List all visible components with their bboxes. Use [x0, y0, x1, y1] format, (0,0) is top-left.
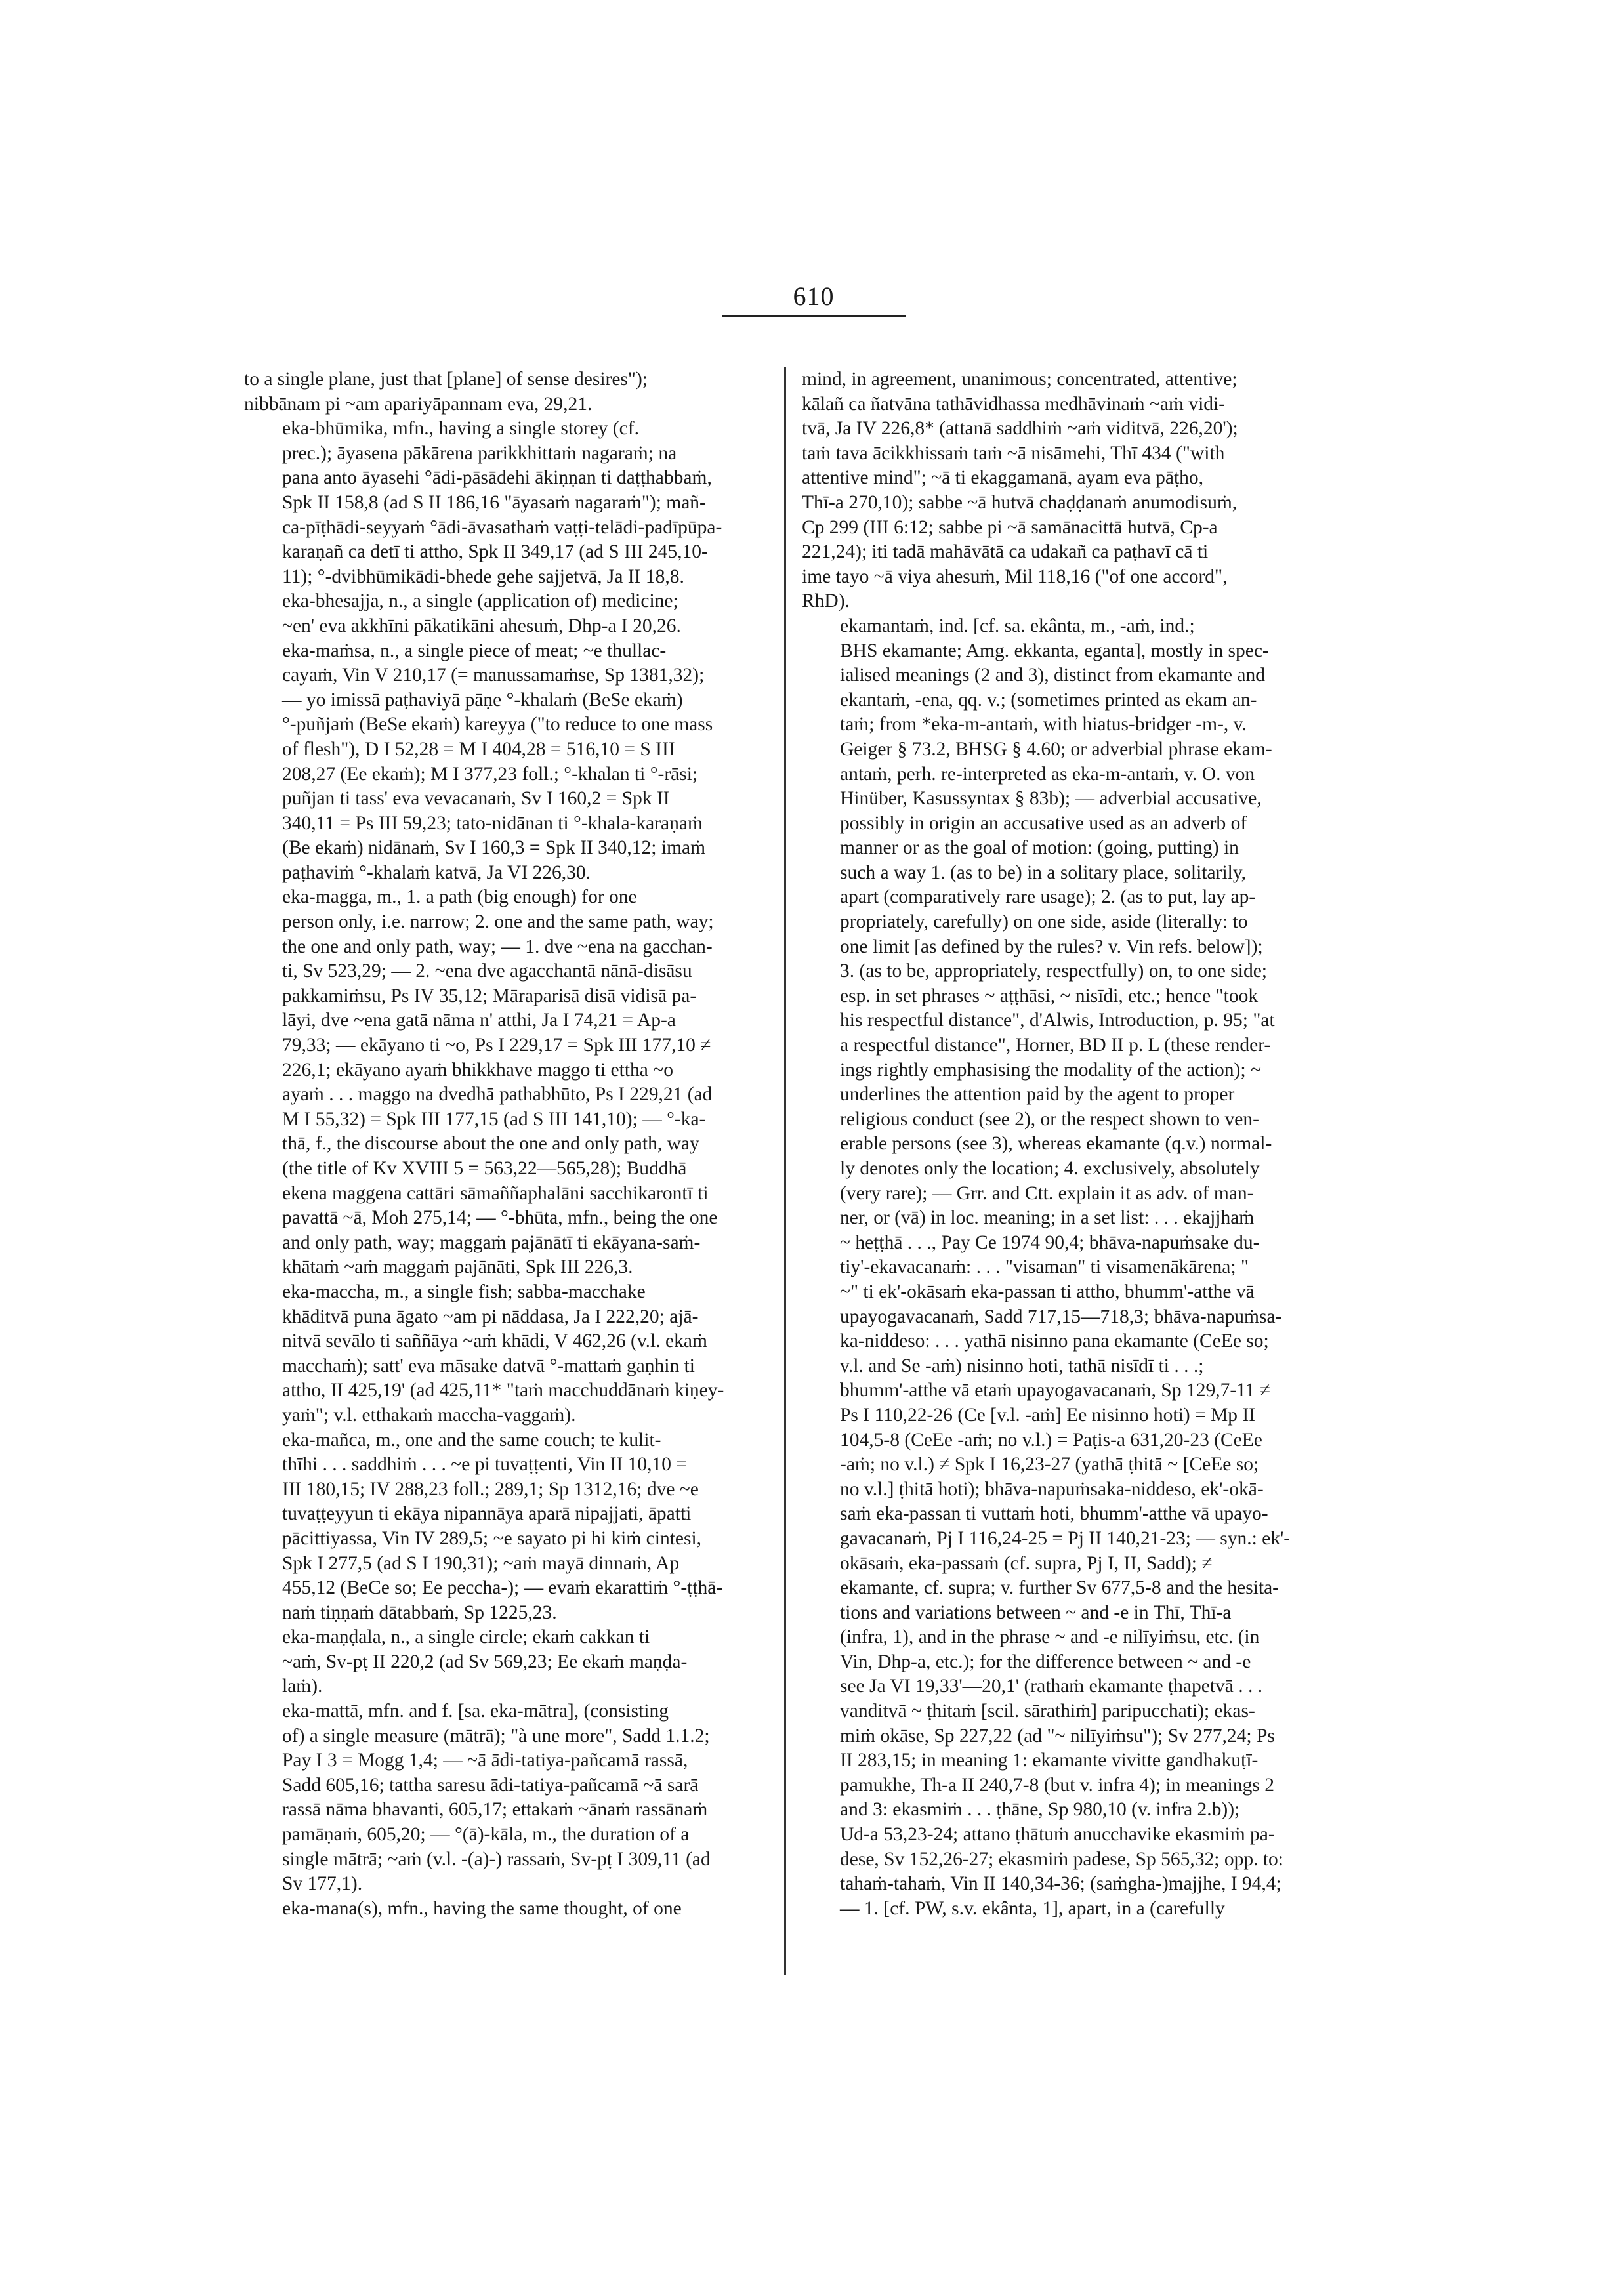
- entry-line: M I 55,32) = Spk III 177,15 (ad S III 141,10); — °-ka-: [282, 1108, 706, 1130]
- entry-line: ~aṁ, Sv-pṭ II 220,2 (ad Sv 569,23; Ee ekaṁ maṇḍa-: [282, 1651, 688, 1672]
- entry-line: 340,11 = Ps III 59,23; tato-nidānan ti °-khala-karaṇaṁ: [282, 812, 703, 834]
- entry-line: one limit [as defined by the rules? v. Vin refs. below]);: [840, 936, 1263, 957]
- entry-line: the one and only path, way; — 1. dve ~ena na gacchan-: [282, 936, 713, 957]
- entry-line: tiy'-ekavacanaṁ: . . . "visaman" ti visamenākārena; ": [840, 1256, 1249, 1278]
- entry-line: 3. (as to be, appropriately, respectfully) on, to one side;: [840, 961, 1267, 982]
- entry-line: miṁ okāse, Sp 227,22 (ad "~ nilīyiṁsu"); Sv 277,24; Ps: [840, 1725, 1275, 1747]
- entry-line: pācittiyassa, Vin IV 289,5; ~e sayato pi hi kiṁ cintesi,: [282, 1527, 702, 1549]
- entry-line: to a single plane, just that [plane] of sense desires");: [244, 369, 648, 390]
- entry-line: pavattā ~ā, Moh 275,14; — °-bhūta, mfn., being the one: [282, 1207, 718, 1229]
- entry-line: cayaṁ, Vin V 210,17 (= manussamaṁse, Sp 1381,32);: [282, 665, 705, 686]
- entry-line: Thī-a 270,10); sabbe ~ā hutvā chaḍḍanaṁ anumodisuṁ,: [802, 491, 1238, 513]
- entry-line: taṁ; from *eka-m-antaṁ, with hiatus-bridger -m-, v.: [840, 714, 1247, 735]
- entry-line: see Ja VI 19,33'—20,1' (rathaṁ ekamante ṭhapetvā . . .: [840, 1676, 1263, 1697]
- entry-line: prec.); āyasena pākārena parikkhittaṁ nagaraṁ; na: [282, 442, 677, 464]
- entry-line: paṭhaviṁ °-khalaṁ katvā, Ja VI 226,30.: [282, 861, 591, 883]
- entry-line: eka-maṇḍala, n., a single circle; ekaṁ cakkan ti: [282, 1626, 650, 1648]
- entry-line: ca-pīṭhādi-seyyaṁ °ādi-āvasathaṁ vaṭṭi-telādi-padīpūpa-: [282, 516, 722, 538]
- entry-line: BHS ekamante; Amg. ekkanta, eganta], mostly in spec-: [840, 640, 1269, 661]
- right-column: [802, 367, 1458, 1921]
- entry-line: manner or as the goal of motion: (going, putting) in: [840, 837, 1239, 859]
- entry-line: karaṇañ ca detī ti attho, Spk II 349,17 (ad S III 245,10-: [282, 541, 708, 563]
- entry-line: Sadd 605,16; tattha saresu ādi-tatiya-pañcamā ~ā sarā: [282, 1774, 699, 1796]
- entry-line: vanditvā ~ ṭhitaṁ [scil. sārathiṁ] paripucchati); ekas-: [840, 1701, 1255, 1722]
- entry-line: °-puñjaṁ (BeSe ekaṁ) kareyya ("to reduce to one mass: [282, 714, 713, 735]
- entry-line: propriately, carefully) on one side, aside (literally: to: [840, 911, 1248, 933]
- entry-line: eka-maccha, m., a single fish; sabba-macchake: [282, 1281, 646, 1302]
- entry-line: dese, Sv 152,26-27; ekasmiṁ padese, Sp 565,32; opp. to:: [840, 1848, 1283, 1870]
- entry-line: ka-niddeso: . . . yathā nisinno pana ekamante (CeEe so;: [840, 1331, 1269, 1352]
- entry-line: mind, in agreement, unanimous; concentrated, attentive;: [802, 369, 1238, 390]
- entry-line: eka-maṁsa, n., a single piece of meat; ~e thullac-: [282, 640, 667, 661]
- entry-line: eka-magga, m., 1. a path (big enough) for one: [282, 886, 637, 908]
- entry-line: (the title of Kv XVIII 5 = 563,22—565,28); Buddhā: [282, 1158, 687, 1179]
- entry-line: rassā nāma bhavanti, 605,17; ettakaṁ ~ānaṁ rassānaṁ: [282, 1799, 708, 1821]
- entry-line: thīhi . . . saddhiṁ . . . ~e pi tuvaṭṭenti, Vin II 10,10 =: [282, 1454, 687, 1476]
- entry-line: tvā, Ja IV 226,8* (attanā saddhiṁ ~aṁ viditvā, 226,20');: [802, 418, 1238, 440]
- entry-line: single mātrā; ~aṁ (v.l. -(a)-) rassaṁ, Sv-pṭ I 309,11 (ad: [282, 1848, 711, 1870]
- entry-line: and 3: ekasmiṁ . . . ṭhāne, Sp 980,10 (v. infra 2.b));: [840, 1799, 1240, 1821]
- entry-line: tahaṁ-tahaṁ, Vin II 140,34-36; (saṁgha-)majjhe, I 94,4;: [840, 1873, 1281, 1895]
- entry-line: ~ heṭṭhā . . ., Pay Ce 1974 90,4; bhāva-napuṁsake du-: [840, 1231, 1260, 1253]
- entry-line: ner, or (vā) in loc. meaning; in a set list: . . . ekajjhaṁ: [840, 1207, 1255, 1229]
- entry-line: eka-mañca, m., one and the same couch; te kulit-: [282, 1429, 661, 1451]
- entry-line: tuvaṭṭeyyun ti ekāya nipannāya aparā nipajjati, āpatti: [282, 1503, 692, 1525]
- entry-line: macchaṁ); satt' eva māsake datvā °-mattaṁ gaṇhin ti: [282, 1355, 695, 1376]
- entry-line: ekamantaṁ, ind. [cf. sa. ekânta, m., -aṁ, ind.;: [840, 615, 1195, 636]
- entry-line: apart (comparatively rare usage); 2. (as to put, lay ap-: [840, 886, 1256, 908]
- entry-line: — yo imissā paṭhaviyā pāṇe °-khalaṁ (BeSe ekaṁ): [282, 689, 683, 711]
- entry-line: Ps I 110,22-26 (Ce [v.l. -aṁ] Ee nisinno hoti) = Mp II: [840, 1404, 1256, 1426]
- entry-line: ti, Sv 523,29; — 2. ~ena dve agacchantā nānā-disāsu: [282, 961, 692, 982]
- entry-line: person only, i.e. narrow; 2. one and the same path, way;: [282, 911, 714, 933]
- entry-line: possibly in origin an accusative used as an adverb of: [840, 812, 1247, 834]
- entry-line: lāyi, dve ~ena gatā nāma n' atthi, Ja I 74,21 = Ap-a: [282, 1010, 676, 1031]
- entry-line: Spk II 158,8 (ad S II 186,16 "āyasaṁ nagaraṁ"); mañ-: [282, 491, 706, 513]
- entry-line: no v.l.] ṭhitā hoti); bhāva-napuṁsaka-niddeso, ek'-okā-: [840, 1478, 1264, 1500]
- entry-line: 226,1; ekāyano ayaṁ bhikkhave maggo ti ettha ~o: [282, 1059, 673, 1081]
- entry-line: eka-bhūmika, mfn., having a single storey (cf.: [282, 418, 639, 440]
- entry-line: Ud-a 53,23-24; attano ṭhātuṁ anucchavike ekasmiṁ pa-: [840, 1824, 1275, 1846]
- entry-line: nitvā sevālo ti saññāya ~aṁ khādi, V 462,26 (v.l. ekaṁ: [282, 1331, 707, 1352]
- entry-line: ings rightly emphasising the modality of the action); ~: [840, 1059, 1261, 1081]
- entry-line: laṁ).: [282, 1676, 323, 1697]
- entry-line: naṁ tiṇṇaṁ dātabbaṁ, Sp 1225,23.: [282, 1602, 557, 1623]
- entry-line: eka-bhesajja, n., a single (application of) medicine;: [282, 590, 678, 612]
- entry-line: ime tayo ~ā viya ahesuṁ, Mil 118,16 ("of one accord",: [802, 566, 1228, 587]
- entry-line: ekena maggena cattāri sāmaññaphalāni sacchikarontī ti: [282, 1182, 709, 1204]
- entry-line: underlines the attention paid by the agent to proper: [840, 1084, 1235, 1106]
- entry-line: tions and variations between ~ and -e in Thī, Thī-a: [840, 1602, 1232, 1623]
- entry-line: thā, f., the discourse about the one and only path, way: [282, 1133, 699, 1155]
- entry-line: religious conduct (see 2), or the respect shown to ven-: [840, 1108, 1259, 1130]
- entry-line: RhD).: [802, 590, 850, 612]
- entry-line: ialised meanings (2 and 3), distinct from ekamante and: [840, 665, 1265, 686]
- entry-line: v.l. and Se -aṁ) nisinno hoti, tathā nisīdī ti . . .;: [840, 1355, 1204, 1376]
- entry-line: of) a single measure (mātrā); "à une more", Sadd 1.1.2;: [282, 1725, 710, 1747]
- entry-line: kālañ ca ñatvāna tathāvidhassa medhāvinaṁ ~aṁ vidi-: [802, 393, 1226, 415]
- entry-line: attentive mind"; ~ā ti ekaggamanā, ayam eva pāṭho,: [802, 467, 1204, 489]
- entry-line: Vin, Dhp-a, etc.); for the difference between ~ and -e: [840, 1651, 1251, 1672]
- entry-line: puñjan ti tass' eva vevacanaṁ, Sv I 160,2 = Spk II: [282, 788, 670, 810]
- entry-line: Pay I 3 = Mogg 1,4; — ~ā ādi-tatiya-pañcamā rassā,: [282, 1750, 688, 1771]
- page-number: 610: [793, 281, 835, 311]
- entry-line: taṁ tava ācikkhissaṁ taṁ ~ā nisāmehi, Thī 434 ("with: [802, 442, 1225, 464]
- entry-line: upayogavacanaṁ, Sadd 717,15—718,3; bhāva-napuṁsa-: [840, 1306, 1282, 1327]
- dictionary-entry: [802, 614, 1458, 1921]
- entry-line: pakkamiṁsu, Ps IV 35,12; Māraparisā disā vidisā pa-: [282, 985, 697, 1006]
- entry-line: 79,33; — ekāyano ti ~o, Ps I 229,17 = Spk III 177,10 ≠: [282, 1035, 711, 1056]
- entry-line: pamāṇaṁ, 605,20; — °(ā)-kāla, m., the duration of a: [282, 1824, 690, 1846]
- entry-line: yaṁ"; v.l. etthakaṁ maccha-vaggaṁ).: [282, 1404, 576, 1426]
- entry-line: (infra, 1), and in the phrase ~ and -e nilīyiṁsu, etc. (in: [840, 1626, 1260, 1648]
- entry-line: pamukhe, Th-a II 240,7-8 (but v. infra 4); in meanings 2: [840, 1774, 1274, 1796]
- entry-line: khāditvā puna āgato ~am pi nāddasa, Ja I 222,20; ajā-: [282, 1306, 699, 1327]
- entry-line: ~en' eva akkhīni pākatikāni ahesuṁ, Dhp-a I 20,26.: [282, 615, 681, 636]
- entry-line: 208,27 (Ee ekaṁ); M I 377,23 foll.; °-khalan ti °-rāsi;: [282, 763, 698, 785]
- entry-line: eka-mana(s), mfn., having the same thought, of one: [282, 1897, 682, 1919]
- entry-line: and only path, way; maggaṁ pajānātī ti ekāyana-saṁ-: [282, 1231, 701, 1253]
- entry-line: pana anto āyasehi °ādi-pāsādehi ākiṇṇan ti daṭṭhabbaṁ,: [282, 467, 712, 489]
- entry-line: Geiger § 73.2, BHSG § 4.60; or adverbial phrase ekam-: [840, 738, 1272, 760]
- entry-line: -aṁ; no v.l.) ≠ Spk I 16,23-27 (yathā ṭhitā ~ [CeEe so;: [840, 1454, 1259, 1476]
- entry-line: erable persons (see 3), whereas ekamante (q.v.) normal-: [840, 1133, 1272, 1155]
- entry-line: esp. in set phrases ~ aṭṭhāsi, ~ nisīdi, etc.; hence "took: [840, 985, 1259, 1006]
- entry-line: attho, II 425,19' (ad 425,11* "taṁ macchuddānaṁ kiṇey-: [282, 1380, 724, 1401]
- entry-line: bhumm'-atthe vā etaṁ upayogavacanaṁ, Sp 129,7-11 ≠: [840, 1380, 1271, 1401]
- entry-line: Sv 177,1).: [282, 1873, 363, 1895]
- entry-line: saṁ eka-passan ti vuttaṁ hoti, bhumm'-atthe vā upayo-: [840, 1503, 1268, 1525]
- entry-line: Spk I 277,5 (ad S I 190,31); ~aṁ mayā dinnaṁ, Ap: [282, 1552, 680, 1574]
- entry-line: okāsaṁ, eka-passaṁ (cf. supra, Pj I, II, Sadd); ≠: [840, 1552, 1213, 1574]
- entry-line: 11); °-dvibhūmikādi-bhede gehe sajjetvā, Ja II 18,8.: [282, 566, 684, 587]
- entry-line: ekantaṁ, -ena, qq. v.; (sometimes printed as ekam an-: [840, 689, 1257, 711]
- dictionary-entry: [802, 367, 1458, 614]
- entry-line: II 283,15; in meaning 1: ekamante vivitte gandhakuṭī-: [840, 1750, 1259, 1771]
- entry-line: a respectful distance", Horner, BD II p. L (these render-: [840, 1035, 1271, 1056]
- entry-line: 221,24); iti tadā mahāvātā ca udakañ ca paṭhavī cā ti: [802, 541, 1209, 563]
- entry-line: of flesh"), D I 52,28 = M I 404,28 = 516,10 = S III: [282, 738, 675, 760]
- entry-line: antaṁ, perh. re-interpreted as eka-m-antaṁ, v. O. von: [840, 763, 1255, 785]
- entry-line: khātaṁ ~aṁ maggaṁ pajānāti, Spk III 226,3.: [282, 1256, 633, 1278]
- entry-line: (Be ekaṁ) nidānaṁ, Sv I 160,3 = Spk II 340,12; imaṁ: [282, 837, 706, 859]
- entry-line: — 1. [cf. PW, s.v. ekânta, 1], apart, in a (carefully: [840, 1897, 1225, 1919]
- entry-line: gavacanaṁ, Pj I 116,24-25 = Pj II 140,21-23; — syn.: ek'-: [840, 1527, 1291, 1549]
- entry-line: 455,12 (BeCe so; Ee peccha-); — evaṁ ekarattiṁ °-ṭṭhā-: [282, 1577, 723, 1599]
- entry-line: ~" ti ek'-okāsaṁ eka-passan ti attho, bhumm'-atthe vā: [840, 1281, 1255, 1302]
- entry-line: Hinüber, Kasussyntax § 83b); — adverbial accusative,: [840, 788, 1262, 810]
- page-number-rule: [722, 315, 906, 317]
- entry-line: eka-mattā, mfn. and f. [sa. eka-mātra], (consisting: [282, 1701, 669, 1722]
- entry-line: Cp 299 (III 6:12; sabbe pi ~ā samānacittā hutvā, Cp-a: [802, 516, 1218, 538]
- entry-line: ly denotes only the location; 4. exclusively, absolutely: [840, 1158, 1260, 1179]
- entry-line: III 180,15; IV 288,23 foll.; 289,1; Sp 1312,16; dve ~e: [282, 1478, 699, 1500]
- entry-line: ekamante, cf. supra; v. further Sv 677,5-8 and the hesita-: [840, 1577, 1279, 1599]
- entry-line: (very rare); — Grr. and Ctt. explain it as adv. of man-: [840, 1182, 1254, 1204]
- entry-line: 104,5-8 (CeEe -aṁ; no v.l.) = Paṭis-a 631,20-23 (CeEe: [840, 1429, 1262, 1451]
- entry-line: such a way 1. (as to be) in a solitary place, solitarily,: [840, 861, 1247, 883]
- entry-line: his respectful distance", d'Alwis, Introduction, p. 95; "at: [840, 1010, 1275, 1031]
- entry-line: ayaṁ . . . maggo na dvedhā pathabhūto, Ps I 229,21 (ad: [282, 1084, 713, 1106]
- column-divider: [784, 367, 786, 1975]
- entry-line: nibbānam pi ~am apariyāpannam eva, 29,21.: [244, 393, 593, 415]
